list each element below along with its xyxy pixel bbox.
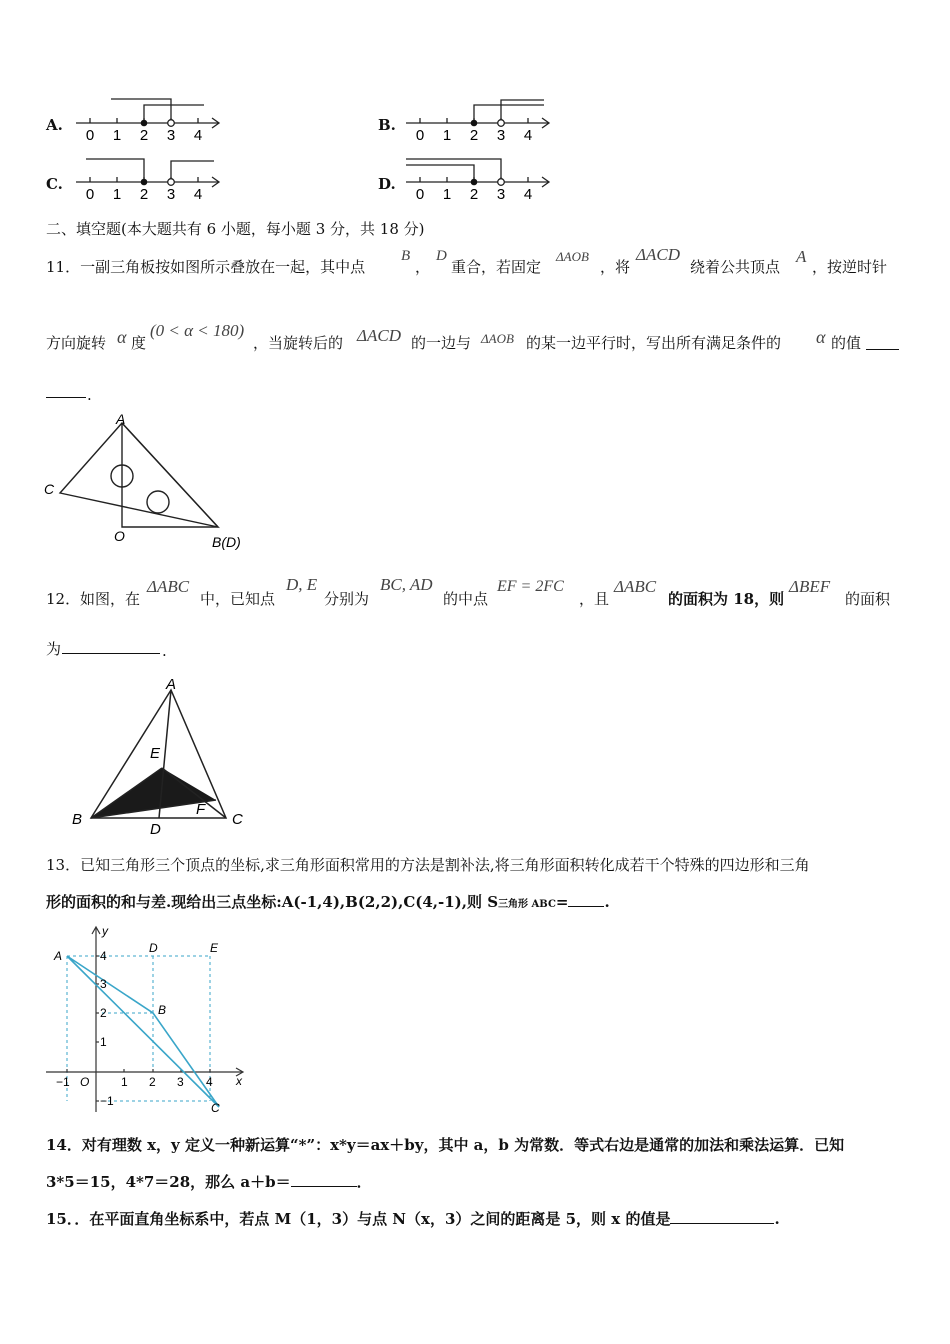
option-b-number-line [402,96,554,146]
math-a: A [796,247,807,266]
question-number: 14． [46,1136,82,1154]
axis-y-label: y [102,924,108,938]
math-alpha: α [117,327,127,347]
section-title: 二、填空题(本大题共有 6 小题，每小题 3 分，共 18 分) [46,220,425,238]
label-a: A [54,949,63,963]
label-c: C [44,481,55,497]
math-ef: EF = 2FC [497,578,564,595]
y-tick-label: 4 [100,949,107,963]
label-d: D [150,821,161,838]
math-de: D, E [286,575,318,594]
math-bc-ad: BC, AD [380,575,433,594]
math-acd: ΔACD [636,245,680,264]
answer-blank [291,1172,357,1187]
label-b: B [72,811,83,828]
math-aob: ΔAOB [556,249,589,264]
label-c: C [211,1101,220,1115]
origin-label: O [80,1075,90,1089]
tick-label: 1 [112,186,122,203]
math-alpha: α [816,327,826,347]
tick-label: 3 [496,127,506,144]
math-range: (0 < α < 180) [150,321,245,340]
question-number: 12． [46,590,81,608]
option-c-label: C. [46,175,63,193]
axis-x-label: x [236,1074,242,1088]
tick-label: 2 [139,127,149,144]
math-bef: ΔBEF [789,577,831,596]
tick-label: 2 [469,127,479,144]
x-tick-label: 2 [149,1075,156,1089]
y-tick-label: 2 [100,1006,107,1020]
tick-label: 3 [166,186,176,203]
math-acd: ΔACD [357,326,401,345]
option-d-label: D. [378,175,396,193]
tick-label: 0 [415,186,425,203]
answer-blank [670,1209,774,1224]
option-d-number-line [402,155,554,205]
option-b-label: B. [378,116,396,134]
tick-label: 2 [469,186,479,203]
x-tick-label: 3 [177,1075,184,1089]
q15-line-1: 15．．在平面直角坐标系中，若点 M（1，3）与点 N（x，3）之间的距离是 5，则 x 的值是 . [46,1210,780,1228]
y-tick-label: −1 [100,1094,114,1108]
q14-line-1: 14．对有理数 x，y 定义一种新运算“*”：x*y＝ax＋by，其中 a，b 为常数．等式右边是通常的加法和乘法运算．已知 [46,1136,845,1154]
label-f: F [196,801,206,818]
tick-label: 1 [112,127,122,144]
q13-line-1: 13．已知三角形三个顶点的坐标,求三角形面积常用的方法是割补法,将三角形面积转化成若干个特殊的四边形和三角 [46,856,810,874]
label-e: E [210,941,219,955]
math-abc: ΔABC [614,577,657,596]
answer-blank [62,639,160,654]
q12-figure [66,672,256,842]
q13-line-2: 形的面积的和与差.现给出三点坐标:A(-1,4),B(2,2),C(4,-1),则 S三角形 ABC= . [46,893,610,911]
label-d: D [149,941,158,955]
q11-figure [40,405,260,555]
x-tick-label: −1 [56,1075,70,1089]
answer-blank [866,335,899,350]
x-tick-label: 4 [206,1075,213,1089]
label-c: C [232,811,243,828]
option-a-number-line [72,96,224,146]
tick-label: 0 [85,186,95,203]
tick-label: 3 [496,186,506,203]
y-tick-label: 3 [100,977,107,991]
tick-label: 3 [166,127,176,144]
math-aob: ΔAOB [481,331,514,346]
q13-coordinate-figure [42,922,252,1118]
tick-label: 1 [442,186,452,203]
q14-line-2: 3*5＝15，4*7＝28，那么 a＋b＝ ． [46,1173,372,1191]
tick-label: 0 [85,127,95,144]
tick-label: 4 [193,186,203,203]
tick-label: 2 [139,186,149,203]
label-a: A [166,676,177,693]
question-number: 11． [46,258,81,276]
math-b: B [401,248,411,264]
y-tick-label: 1 [100,1035,107,1049]
tick-label: 1 [442,127,452,144]
option-a-label: A. [46,116,63,134]
tick-label: 4 [193,127,203,144]
tick-label: 0 [415,127,425,144]
x-tick-label: 1 [121,1075,128,1089]
math-d: D [436,248,447,264]
answer-blank [46,383,86,398]
question-number: 15． [46,1210,75,1228]
answer-blank [568,892,604,907]
label-b: B [158,1003,167,1017]
label-e: E [150,745,161,762]
label-bd: B(D) [212,534,241,550]
math-abc: ΔABC [147,577,190,596]
option-c-number-line [72,155,224,205]
question-number: 13． [46,856,81,874]
label-o: O [114,528,125,544]
tick-label: 4 [523,186,533,203]
q11-line-1: 11．一副三角板按如图所示叠放在一起，其中点 [46,258,366,276]
tick-label: 4 [523,127,533,144]
label-a: A [116,411,126,427]
